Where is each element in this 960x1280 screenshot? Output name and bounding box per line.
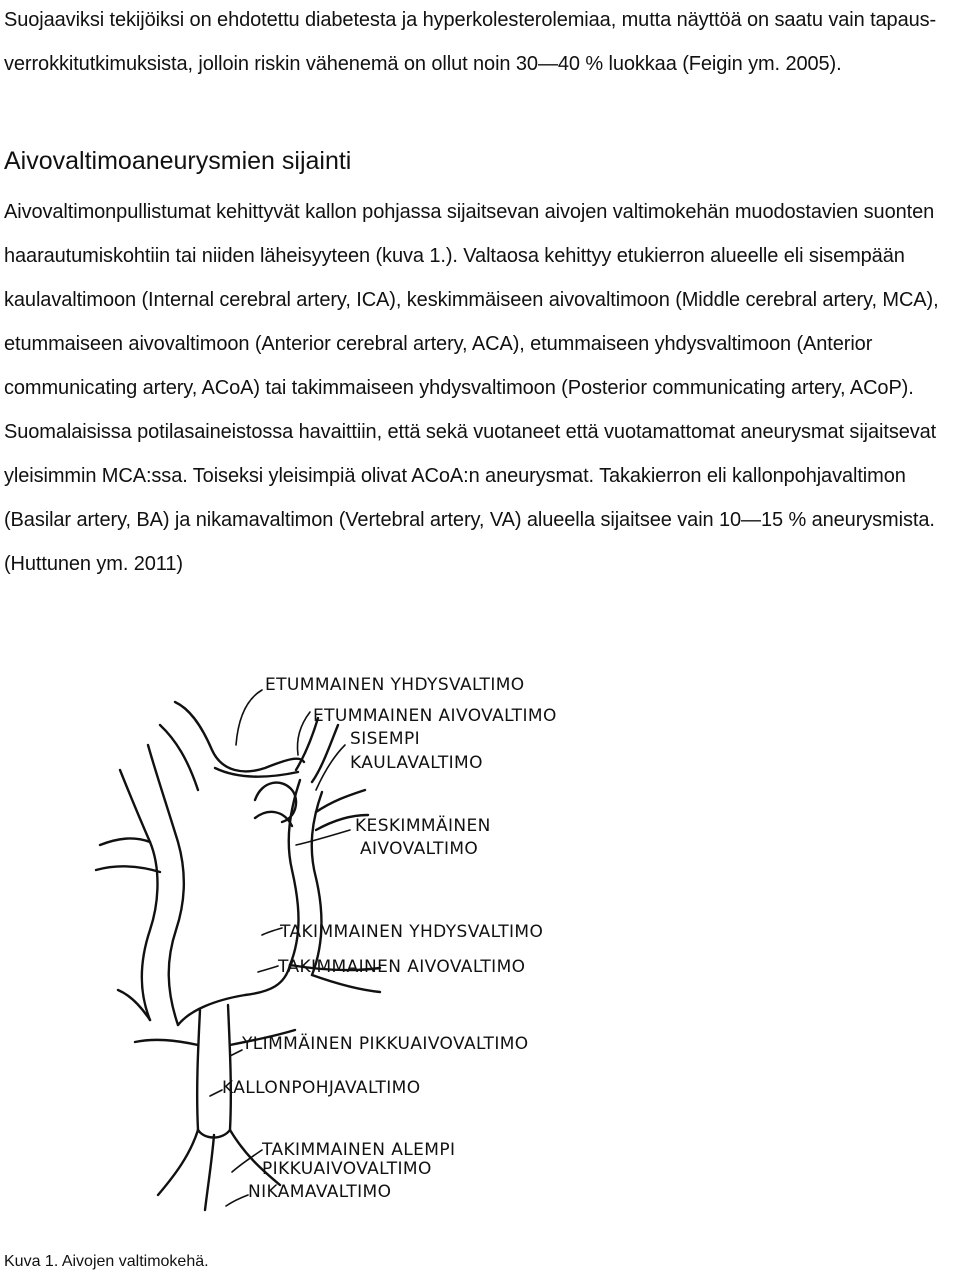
artery-drawing [96,702,380,1210]
label-vertebral: NIKAMAVALTIMO [248,1182,392,1202]
label-middle-cerebral-line2: AIVOVALTIMO [360,839,479,859]
label-anterior-communicating: ETUMMAINEN YHDYSVALTIMO [265,675,525,695]
label-posterior-cerebral: TAKIMMAINEN AIVOVALTIMO [278,957,526,977]
figure-caption: Kuva 1. Aivojen valtimokehä. [4,1253,209,1270]
label-anterior-cerebral: ETUMMAINEN AIVOVALTIMO [313,706,557,726]
circle-of-willis-figure [0,650,960,1240]
label-posterior-communicating: TAKIMMAINEN YHDYSVALTIMO [280,922,544,942]
section-heading: Aivovaltimoaneurysmien sijainti [4,147,352,175]
label-inferior-cerebellar-line2: PIKKUAIVOVALTIMO [262,1159,432,1179]
label-internal-carotid-line1: SISEMPI [350,729,421,749]
label-superior-cerebellar: YLIMMÄINEN PIKKUAIVOVALTIMO [242,1034,529,1054]
body-paragraph: Aivovaltimonpullistumat kehittyvät kallon pohjassa sijaitsevan aivojen valtimokehän muodostavien suonten haarautumiskohtiin tai niiden läheisyyteen (kuva 1.). Valtaosa kehittyy etukierron alueelle eli sisempään kaulavaltimoon (Internal cerebral artery, ICA), keskimmäiseen aivovaltimoon (Middle cerebral artery, MCA), etummaiseen aivovaltimoon (Anterior cerebral artery, ACA), etummaiseen yhdysvaltimoon (Anterior communicating artery, ACoA) tai takimmaiseen yhdysvaltimoon (Posterior communicating artery, ACoP). Suomalaisissa potilasaineistossa havaittiin, että sekä vuotaneet että vuotamattomat aneurysmat sijaitsevat yleisimmin MCA:ssa. Toiseksi yleisimpiä olivat ACoA:n aneurysmat. Takakierron eli kallonpohjavaltimon (Basilar artery, BA) ja nikamavaltimon (Vertebral artery, VA) alueella sijaitsee vain 10—15 % aneurysmista. (Huttunen ym. 2011) [4,201,939,575]
label-internal-carotid-line2: KAULAVALTIMO [350,753,483,773]
label-basilar: KALLONPOHJAVALTIMO [222,1078,421,1098]
intro-paragraph: Suojaaviksi tekijöiksi on ehdotettu diabetesta ja hyperkolesterolemiaa, mutta näyttöä on saatu vain tapaus-verrokkitutkimuksista, jolloin riskin vähenemä on ollut noin 30—40 % luokkaa (Feigin ym. 2005). [4,9,937,75]
label-inferior-cerebellar-line1: TAKIMMAINEN ALEMPI [262,1140,456,1160]
label-middle-cerebral-line1: KESKIMMÄINEN [355,816,491,836]
artery-diagram [0,650,960,1240]
